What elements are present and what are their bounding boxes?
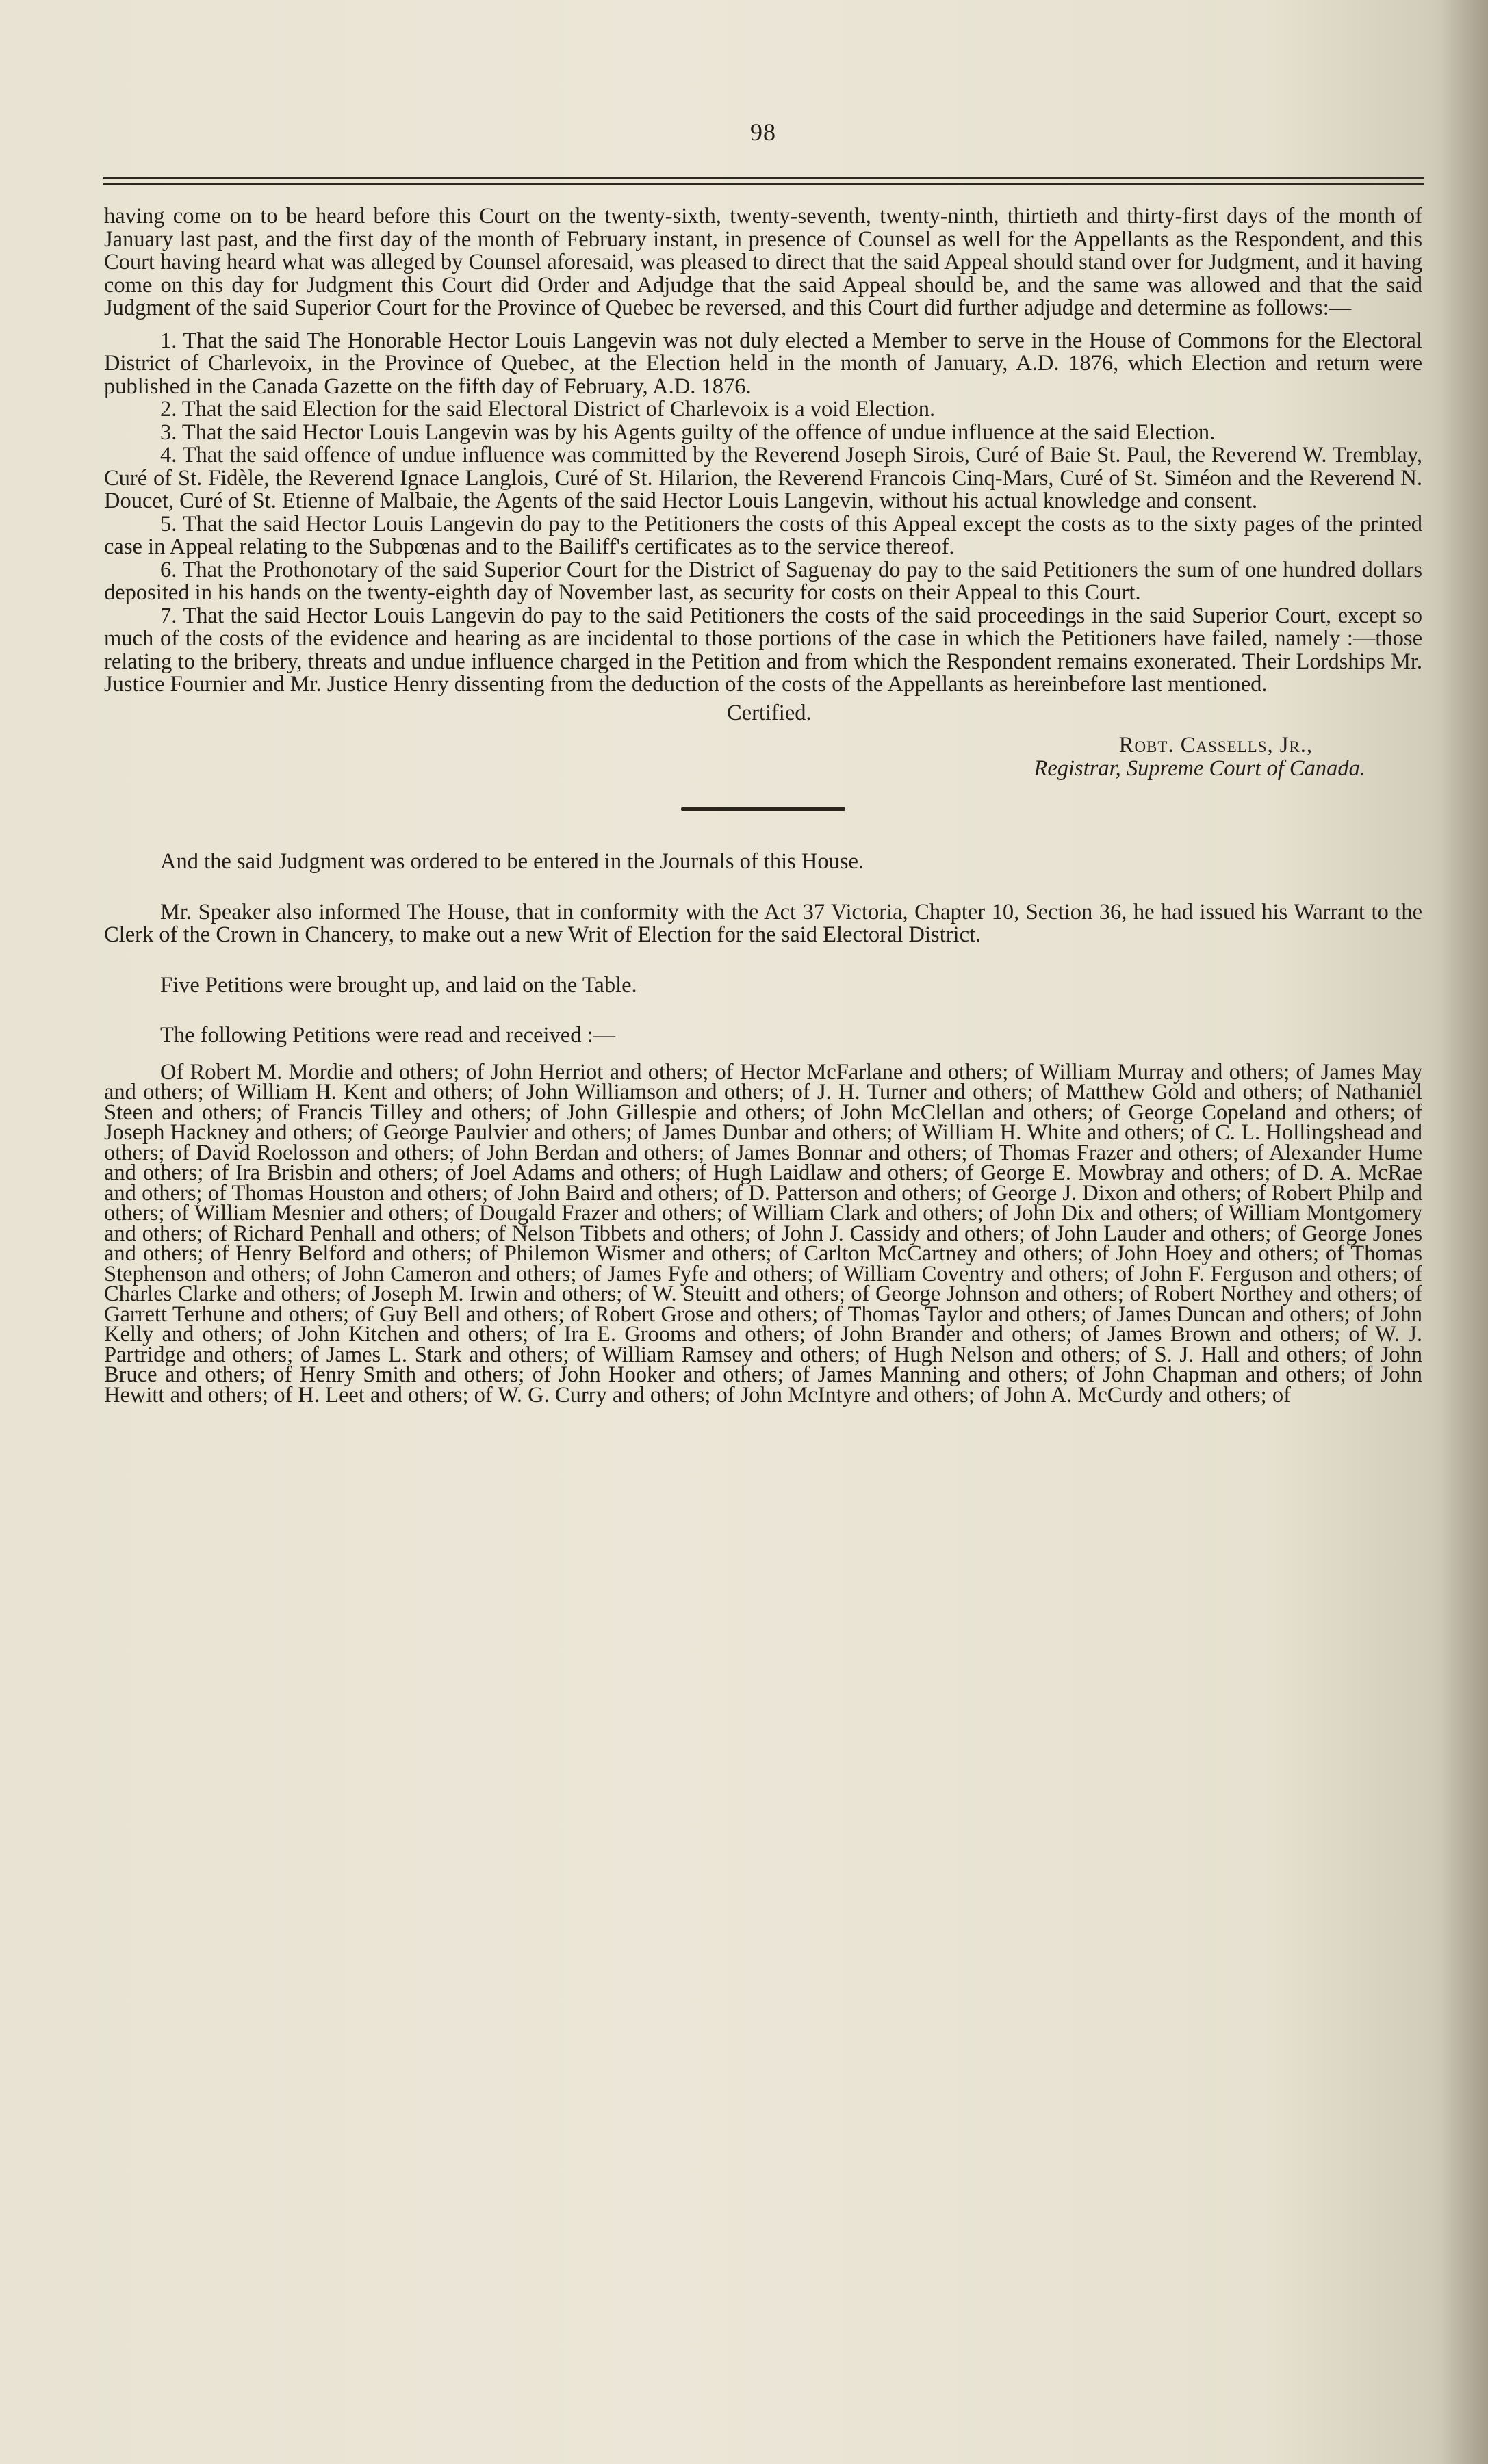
speaker-warrant-paragraph: Mr. Speaker also informed The House, that in conformity with the Act 37 Victoria, Chapter 10, Section 36, he had issued his Warrant to the Clerk of the Crown in Chancery, to make out a new Writ of Election for the said Electoral District. (104, 899, 1422, 947)
judgment-item-4: 4. That the said offence of undue influence was committed by the Reverend Joseph Sirois, Curé of Baie St. Paul, the Reverend W. Tremblay, Curé of St. Fidèle, the Reverend Ignace Langlois, Curé of St. Hilarion, the Reverend Francois Cinq-Mars, Curé of St. Siméon and the Reverend N. Doucet, Curé of St. Etienne of Malbaie, the Agents of the said Hector Louis Langevin, without his actual knowledge and consent. (104, 443, 1422, 513)
section-divider (681, 807, 845, 811)
judgment-items (104, 330, 1422, 697)
page-gutter-shadow (1440, 0, 1488, 2464)
certified-label: Certified. (727, 700, 812, 725)
judgment-item-3: 3. That the said Hector Louis Langevin was by his Agents guilty of the offence of undue influence at the said Election. (160, 419, 1216, 445)
header-rule-thin (103, 183, 1424, 185)
petitions-list-paragraph: Of Robert M. Mordie and others; of John Herriot and others; of Hector McFarlane and others; of William Murray and others; of James May and others; of William H. Kent and others; of John Williamson and others; of J. H. Turner and others; of Matthew Gold and others; of Nathaniel Steen and others; of Francis Tilley and others; of John Gillespie and others; of John McClellan and others; of George Copeland and others; of Joseph Hackney and others; of George Paulvier and others; of James Dunbar and others; of William H. White and others; of C. L. Hollingshead and others; of David Roelosson and others; of John Berdan and others; of James Bonnar and others; of Thomas Frazer and others; of Alexander Hume and others; of Ira Brisbin and others; of Joel Adams and others; of Hugh Laidlaw and others; of George E. Mowbray and others; of D. A. McRae and others; of Thomas Houston and others; of John Baird and others; of D. Patterson and others; of George J. Dixon and others; of Robert Philp and others; of William Mesnier and others; of Dougald Frazer and others; of William Clark and others; of John Dix and others; of William Montgomery and others; of Richard Penhall and others; of Nelson Tibbets and others; of John J. Cassidy and others; of John Lauder and others; of George Jones and others; of Henry Belford and others; of Philemon Wismer and others; of Carlton McCartney and others; of John Hoey and others; of Thomas Stephenson and others; of John Cameron and others; of James Fyfe and others; of William Coventry and others; of John F. Ferguson and others; of Charles Clarke and others; of Joseph M. Irwin and others; of W. Steuitt and others; of George Johnson and others; of Robert Northey and others; of Garrett Terhune and others; of Guy Bell and others; of Robert Grose and others; of Thomas Taylor and others; of James Duncan and others; of John Kelly and others; of John Kitchen and others; of Ira E. Grooms and others; of John Brander and others; of James Brown and others; of W. J. Partridge and others; of James L. Stark and others; of William Ramsey and others; of Hugh Nelson and others; of S. J. Hall and others; of John Bruce and others; of Henry Smith and others; of John Hooker and others; of James Manning and others; of John Chapman and others; of John Hewitt and others; of H. Leet and others; of W. G. Curry and others; of John McIntyre and others; of John A. McCurdy and others; of (104, 1059, 1422, 1408)
five-petitions-paragraph: Five Petitions were brought up, and laid on the Table. (160, 972, 637, 998)
judgment-item-1: 1. That the said The Honorable Hector Louis Langevin was not duly elected a Member to serve in the House of Commons for the Electoral District of Charlevoix, in the Province of Quebec, at the Election held in the month of January, A.D. 1876, which Election and return were published in the Canada Gazette on the fifth day of February, A.D. 1876. (104, 328, 1422, 399)
page-number: 98 (750, 118, 776, 146)
signature-title: Registrar, Supreme Court of Canada. (1034, 755, 1365, 781)
judgment-item-7: 7. That the said Hector Louis Langevin do pay to the said Petitioners the costs of the said proceedings in the said Superior Court, except so much of the costs of the evidence and hearing as are incidental to those portions of the case in which the Petitioners have failed, namely :—those relating to the bribery, threats and undue influence charged in the Petition and from which the Respondent remains exonerated. Their Lordships Mr. Justice Fournier and Mr. Justice Henry dissenting from the deduction of the costs of the Appellants as hereinbefore last mentioned. (104, 603, 1422, 697)
judgment-entered-paragraph: And the said Judgment was ordered to be entered in the Journals of this House. (160, 849, 864, 874)
following-petitions-paragraph: The following Petitions were read and received :— (160, 1023, 616, 1048)
judgment-item-6: 6. That the Prothonotary of the said Superior Court for the District of Saguenay do pay to the said Petitioners the sum of one hundred dollars deposited in his hands on the twenty-eighth day of November last, as security for costs on their Appeal to this Court. (104, 557, 1422, 605)
judgment-item-5: 5. That the said Hector Louis Langevin do pay to the Petitioners the costs of this Appeal except the costs as to the sixty pages of the printed case in Appeal relating to the Subpœnas and to the Bailiff's certificates as to the service thereof. (104, 511, 1422, 559)
signature-name: Robt. Cassells, Jr., (1118, 733, 1313, 757)
page-body (104, 204, 1422, 1408)
header-rule (103, 177, 1424, 179)
judgment-item-2: 2. That the said Election for the said Electoral District of Charlevoix is a void Election. (160, 397, 936, 422)
opening-paragraph: having come on to be heard before this Court on the twenty-sixth, twenty-seventh, twenty-ninth, thirtieth and thirty-first days of the month of January last past, and the first day of the month of February instant, in presence of Counsel as well for the Appellants as the Respondent, and this Court having heard what was alleged by Counsel aforesaid, was pleased to direct that the said Appeal should stand over for Judgment, and it having come on this day for Judgment this Court did Order and Adjudge that the said Appeal should be, and the same was allowed and that the said Judgment of the said Superior Court for the Province of Quebec be reversed, and this Court did further adjudge and determine as follows:— (104, 204, 1422, 320)
